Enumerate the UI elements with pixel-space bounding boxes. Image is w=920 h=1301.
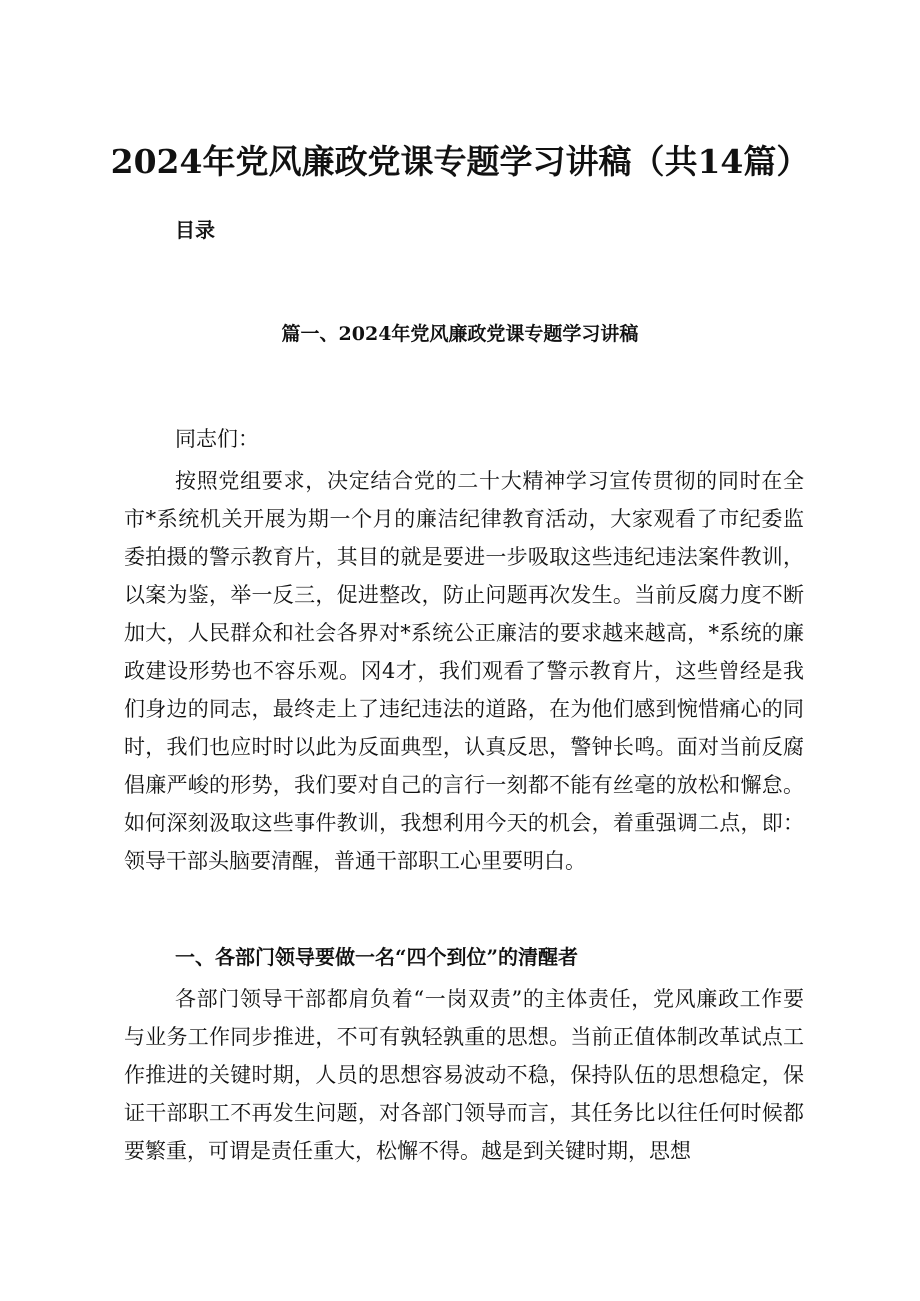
greeting: 同志们： [175,427,259,451]
paragraph-1: 按照党组要求，决定结合党的二十大精神学习宣传贯彻的同时在全市*系统机关开展为期一个月的廉洁纪律教育活动，大家观看了市纪委监委拍摄的警示教育片，其目的就是要进一步吸取这些违纪违法案件教训，以案为鉴，举一反三，促进整改，防止问题再次发生。当前反腐力度不断加大，人民群众和社会各界对*系统公正廉洁的要求越来越高，*系统的廉政建设形势也不容乐观。冈4才，我们观看了警示教育片，这些曾经是我们身边的同志，最终走上了违纪违法的道路，在为他们感到惋惜痛心的同时，我们也应时时以此为反面典型，认真反思，警钟长鸣。面对当前反腐倡廉严峻的形势，我们要对自己的言行一刻都不能有丝毫的放松和懈怠。如何深刻汲取这些事件教训，我想利用今天的机会，着重强调二点，即：领导干部头脑要清醒，普通干部职工心里要明白。 [124,469,804,873]
paragraph-2: 各部门领导干部都肩负着“一岗双责”的主体责任，党风廉政工作要与业务工作同步推进，不可有孰轻孰重的思想。当前正值体制改革试点工作推进的关键时期，人员的思想容易波动不稳，保持队伍的思想稳定，保证干部职工不再发生问题，对各部门领导而言，其任务比以往任何时候都要繁重，可谓是责任重大，松懈不得。越是到关键时期，思想 [124,987,804,1163]
toc-label: 目录 [175,218,215,242]
section-heading: 一、各部门领导要做一名“四个到位”的清醒者 [175,945,579,969]
document-title: 2024年党风廉政党课专题学习讲稿（共14篇） [110,142,810,181]
chapter-title: 篇一、2024年党风廉政党课专题学习讲稿 [281,323,639,345]
